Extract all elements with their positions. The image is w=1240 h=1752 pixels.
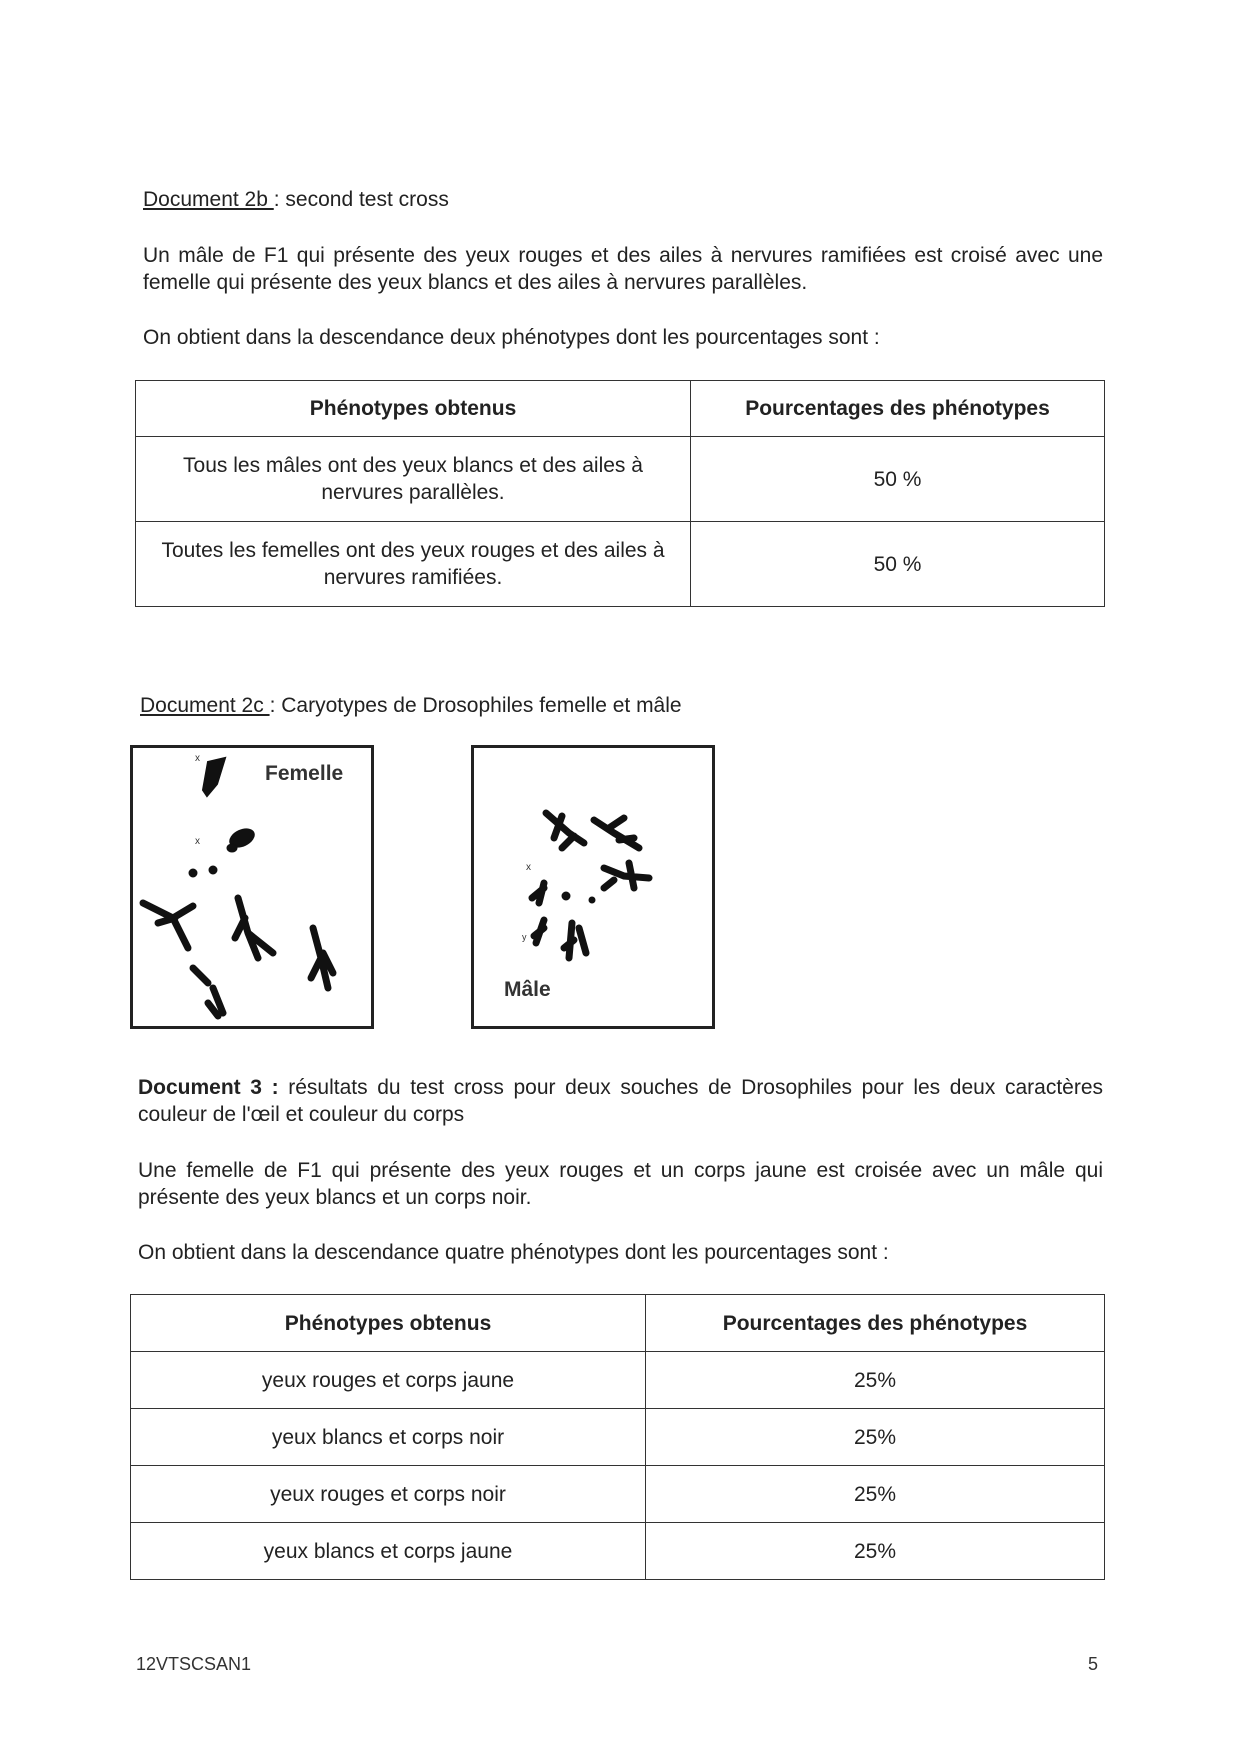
table-cell-percentage: 50 % [691, 522, 1105, 607]
table-cell-percentage: 25% [646, 1352, 1105, 1409]
table-header-percentages: Pourcentages des phénotypes [691, 381, 1105, 437]
table-row [131, 1523, 1105, 1580]
table-cell-percentage: 25% [646, 1409, 1105, 1466]
doc3-title [138, 1074, 1103, 1128]
doc2b-title-label: Document 2b [143, 188, 274, 211]
female-label: Femelle [265, 762, 344, 785]
table-cell-phenotype: Toutes les femelles ont des yeux rouges et des ailes à nervures ramifiées. [136, 522, 691, 607]
table-cell-phenotype: yeux blancs et corps jaune [131, 1523, 646, 1580]
table-cell-phenotype: yeux rouges et corps jaune [131, 1352, 646, 1409]
doc3-table [130, 1294, 1105, 1580]
table-row [136, 522, 1105, 607]
table-cell-phenotype: yeux rouges et corps noir [131, 1466, 646, 1523]
doc2b-paragraph-1: Un mâle de F1 qui présente des yeux rouges et des ailes à nervures ramifiées est croisé avec une femelle qui présente des yeux blancs et des ailes à nervures parallèles. [143, 244, 1103, 294]
table-cell-percentage: 25% [646, 1523, 1105, 1580]
doc2c-title-label: Document 2c [140, 694, 270, 717]
male-label: Mâle [504, 978, 551, 1001]
doc2c-title [140, 692, 682, 719]
table-row [131, 1466, 1105, 1523]
doc3-title-rest: résultats du test cross pour deux souches de Drosophiles pour les deux caractères couleur de l'œil et couleur du corps [138, 1076, 1104, 1126]
table-row [131, 1409, 1105, 1466]
doc3-title-label: Document 3 : [138, 1076, 279, 1099]
female-x-chromosome-marker: x [195, 836, 200, 847]
doc2b-table [135, 380, 1105, 607]
doc2b-title [143, 186, 449, 213]
table-header-phenotypes: Phénotypes obtenus [136, 381, 691, 437]
table-header-phenotypes: Phénotypes obtenus [131, 1295, 646, 1352]
table-cell-phenotype: Tous les mâles ont des yeux blancs et des ailes à nervures parallèles. [136, 437, 691, 522]
female-karyotype-figure [130, 745, 374, 1029]
page-number: 5 [1088, 1654, 1099, 1674]
doc2c-title-rest: : Caryotypes de Drosophiles femelle et mâle [269, 694, 682, 717]
doc2b-title-rest: : second test cross [273, 188, 449, 211]
doc3-paragraph-2: On obtient dans la descendance quatre phénotypes dont les pourcentages sont : [138, 1241, 889, 1264]
table-row [131, 1352, 1105, 1409]
male-y-chromosome-marker: y [522, 932, 527, 942]
table-cell-phenotype: yeux blancs et corps noir [131, 1409, 646, 1466]
table-cell-percentage: 25% [646, 1466, 1105, 1523]
table-header-percentages: Pourcentages des phénotypes [646, 1295, 1105, 1352]
table-header-row [131, 1295, 1105, 1352]
male-karyotype-figure [471, 745, 715, 1029]
male-x-chromosome-marker: x [526, 862, 531, 873]
doc3-paragraph-1: Une femelle de F1 qui présente des yeux rouges et un corps jaune est croisée avec un mâle qui présente des yeux blancs et un corps noir. [138, 1159, 1103, 1209]
table-row [136, 437, 1105, 522]
table-header-row [136, 381, 1105, 437]
doc2b-paragraph-2: On obtient dans la descendance deux phénotypes dont les pourcentages sont : [143, 326, 880, 349]
table-cell-percentage: 50 % [691, 437, 1105, 522]
footer-code: 12VTSCSAN1 [136, 1654, 252, 1674]
female-x-chromosome-marker: x [195, 753, 200, 764]
female-chromosomes-drawing [133, 748, 371, 1026]
